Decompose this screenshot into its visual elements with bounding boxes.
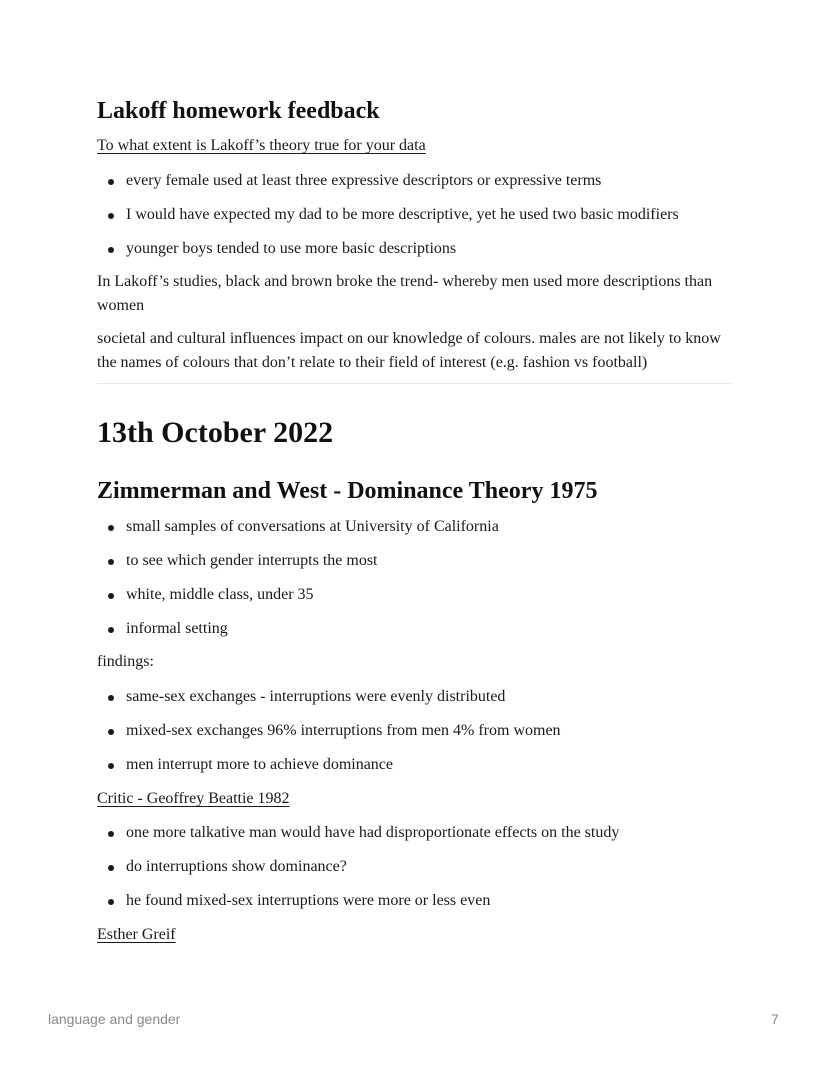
dominance-bullet-list (97, 517, 731, 653)
lakoff-question-text: To what extent is Lakoff’s theory true for your data (97, 137, 426, 154)
critic-bullet-list (97, 823, 731, 925)
footer-page-number: 7 (771, 1011, 779, 1027)
list-item: I would have expected my dad to be more descriptive, yet he used two basic modifiers (97, 205, 731, 239)
list-item: to see which gender interrupts the most (97, 551, 731, 585)
lakoff-bullet-list (97, 171, 731, 273)
list-item: he found mixed-sex interruptions were more or less even (97, 891, 731, 925)
list-item: white, middle class, under 35 (97, 585, 731, 619)
lakoff-paragraph-1: In Lakoff’s studies, black and brown broke the trend- whereby men used more descriptions than women (97, 273, 713, 314)
date-heading: 13th October 2022 (97, 416, 334, 449)
list-item: small samples of conversations at University of California (97, 517, 731, 551)
critic-heading-text: Critic - Geoffrey Beattie 1982 (97, 790, 290, 807)
findings-label: findings: (97, 653, 154, 670)
critic-heading (97, 787, 731, 811)
esther-greif-heading-text: Esther Greif (97, 926, 176, 943)
list-item: do interruptions show dominance? (97, 857, 731, 891)
list-item: informal setting (97, 619, 731, 653)
esther-greif-heading (97, 923, 731, 947)
findings-bullet-list (97, 687, 731, 789)
list-item: one more talkative man would have had disproportionate effects on the study (97, 823, 731, 857)
list-item: men interrupt more to achieve dominance (97, 755, 731, 789)
lakoff-feedback-heading: Lakoff homework feedback (97, 98, 380, 124)
dominance-theory-heading: Zimmerman and West - Dominance Theory 1975 (97, 478, 598, 504)
list-item: same-sex exchanges - interruptions were evenly distributed (97, 687, 731, 721)
section-divider (97, 383, 731, 384)
lakoff-question-subheading (97, 134, 731, 158)
lakoff-paragraph-2: societal and cultural influences impact on our knowledge of colours. males are not likely to know the names of colours that don’t relate to their field of interest (e.g. fashion vs football) (97, 330, 721, 371)
list-item: every female used at least three expressive descriptors or expressive terms (97, 171, 731, 205)
list-item: mixed-sex exchanges 96% interruptions from men 4% from women (97, 721, 731, 755)
list-item: younger boys tended to use more basic descriptions (97, 239, 731, 273)
footer-document-title: language and gender (48, 1011, 181, 1027)
